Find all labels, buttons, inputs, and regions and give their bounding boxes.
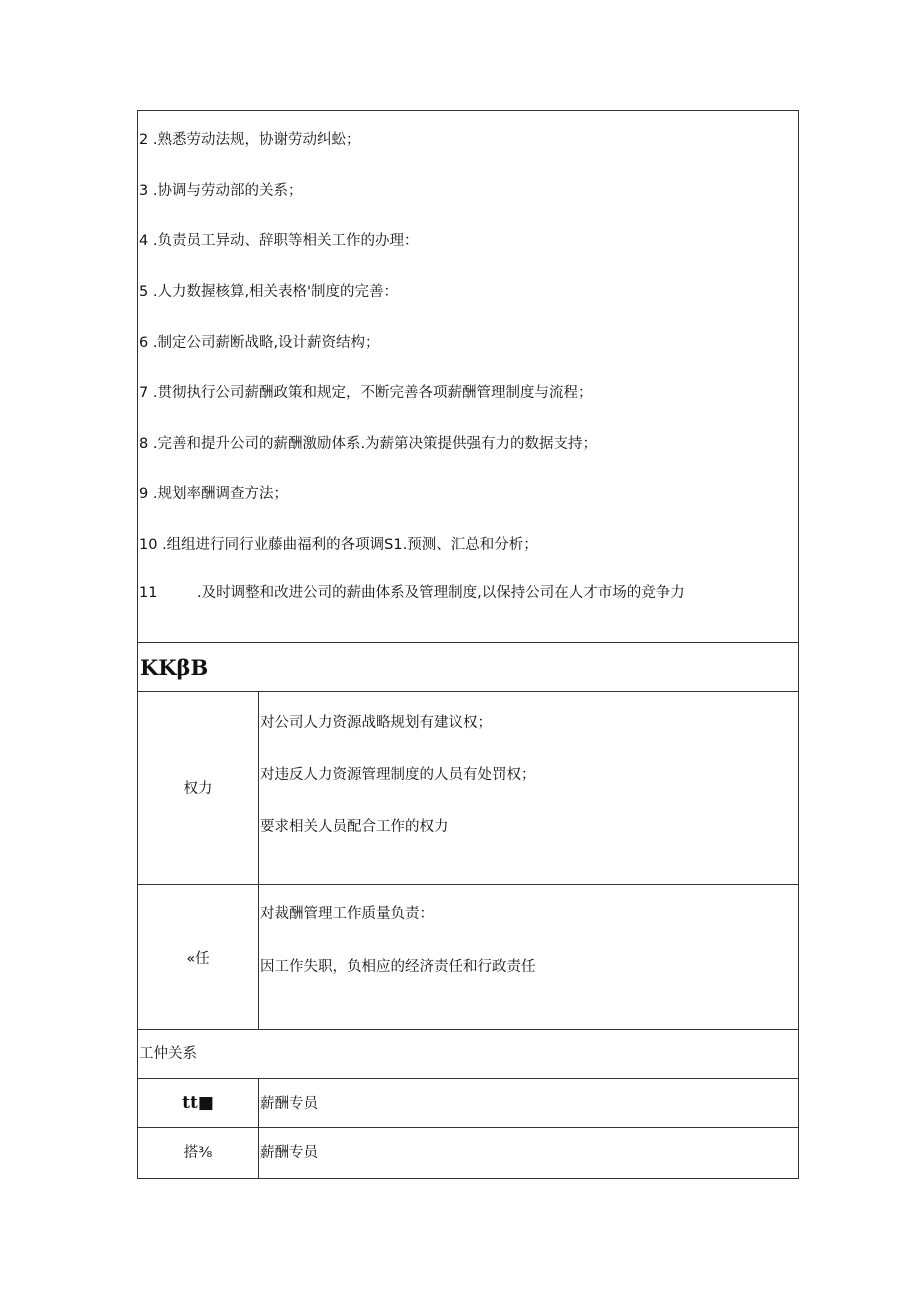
duty-item bbox=[139, 181, 302, 201]
duty-item bbox=[139, 535, 538, 555]
duty-number: 5 bbox=[139, 284, 149, 300]
relations-heading-row bbox=[138, 1030, 798, 1079]
responsibility-item: 因工作失职，负相应的经济责任和行政责任 bbox=[260, 959, 536, 975]
duty-text: .熟悉劳动法规，协谢劳动纠蚣； bbox=[152, 132, 361, 148]
relations-label: tt■ bbox=[182, 1093, 214, 1113]
duty-text: .贯彻执行公司薪酬政策和规定，不断完善各项薪酬管理制度与流程； bbox=[152, 385, 593, 401]
responsibility-item: 对裁酬管理工作质量负责： bbox=[260, 906, 434, 922]
duty-text: .负责员工异动、辞职等相关工作的办理： bbox=[152, 233, 419, 249]
relations-value-cell bbox=[259, 1128, 798, 1178]
duty-number: 11 bbox=[139, 585, 158, 601]
duty-item bbox=[139, 434, 597, 454]
authority-content-cell bbox=[259, 692, 798, 884]
authority-row bbox=[138, 692, 798, 885]
relations-value: 薪酬专员 bbox=[260, 1096, 318, 1112]
duty-item bbox=[139, 130, 360, 150]
duty-item bbox=[139, 333, 380, 353]
authority-item: 对公司人力资源战略规划有建议权； bbox=[260, 715, 492, 731]
duty-number: 10 bbox=[139, 537, 158, 553]
responsibility-row bbox=[138, 885, 798, 1030]
authority-label-cell bbox=[138, 692, 259, 884]
duty-text: .组组进行同行业藤曲福利的各项调S1.预测、汇总和分析； bbox=[162, 537, 538, 553]
duty-item bbox=[139, 282, 398, 302]
duty-text: .完善和提升公司的薪酬激励体系.为薪第决策提供强有力的数据支持； bbox=[152, 436, 598, 452]
responsibility-label: «任 bbox=[186, 951, 210, 967]
duty-text: .人力数握核算,相关表格'制度的完善： bbox=[152, 284, 399, 300]
relations-value: 薪酬专员 bbox=[260, 1145, 318, 1161]
duty-number: 2 bbox=[139, 132, 149, 148]
duty-number: 6 bbox=[139, 335, 149, 351]
duty-text: .协调与劳动部的关系； bbox=[152, 183, 303, 199]
duty-text: .规划率酬调查方法； bbox=[152, 486, 288, 502]
relations-value-cell bbox=[259, 1079, 798, 1127]
duty-number: 7 bbox=[139, 385, 149, 401]
duty-number: 8 bbox=[139, 436, 149, 452]
duty-number: 4 bbox=[139, 233, 149, 249]
duties-section bbox=[138, 111, 798, 643]
duty-text: .及时调整和改进公司的薪曲体系及管理制度,以保持公司在人才市场的竞争力 bbox=[197, 585, 685, 601]
responsibility-content-cell bbox=[259, 885, 798, 1029]
authority-item: 要求相关人员配合工作的权力 bbox=[260, 819, 449, 835]
duty-item bbox=[139, 484, 288, 504]
job-description-table bbox=[137, 110, 799, 1179]
authority-item: 对违反人力资源管理制度的人员有处罚权； bbox=[260, 767, 536, 783]
relations-label: 搭⅜ bbox=[183, 1145, 213, 1161]
relations-heading: 工仲关系 bbox=[139, 1046, 197, 1062]
authority-label: 权力 bbox=[183, 781, 213, 797]
duty-number: 3 bbox=[139, 183, 149, 199]
duty-text: .制定公司薪断战略,设计薪资结构； bbox=[152, 335, 380, 351]
relations-label-cell bbox=[138, 1079, 259, 1127]
responsibility-label-cell bbox=[138, 885, 259, 1029]
relations-label-cell bbox=[138, 1128, 259, 1178]
relations-row bbox=[138, 1079, 798, 1128]
section-heading-row bbox=[138, 643, 798, 692]
duty-number: 9 bbox=[139, 486, 149, 502]
duty-item bbox=[139, 231, 418, 251]
relations-row bbox=[138, 1128, 798, 1178]
section-heading: KKβB bbox=[140, 655, 209, 680]
duty-item bbox=[139, 583, 685, 603]
duty-item bbox=[139, 383, 592, 403]
